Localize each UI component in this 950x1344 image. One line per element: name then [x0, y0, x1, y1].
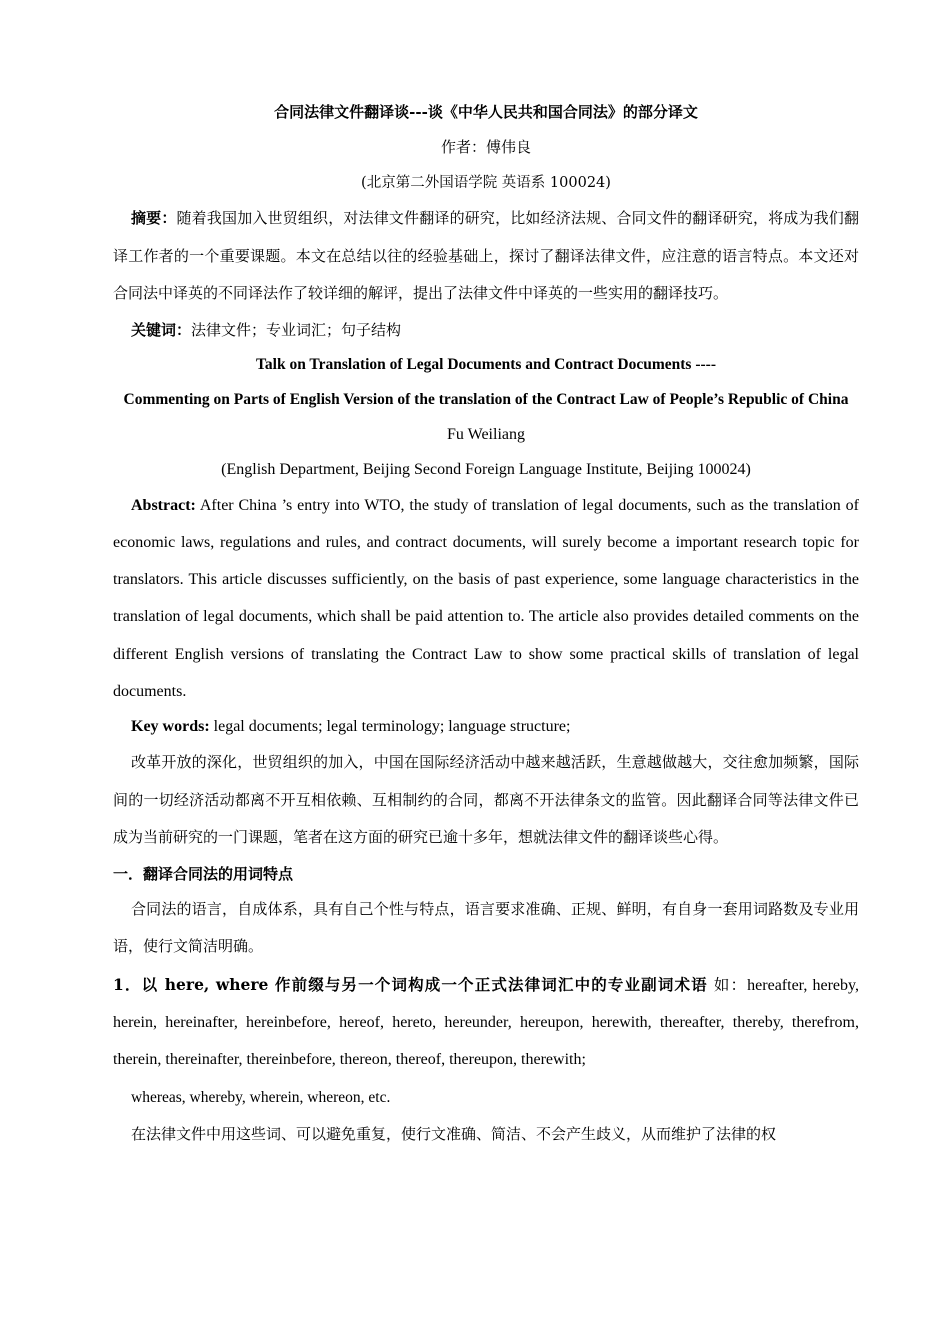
item-1-paragraph	[113, 966, 859, 1079]
item-1-heading: 1．以 here, where 作前缀与另一个词构成一个正式法律词汇中的专业副词术语	[113, 974, 708, 994]
abstract-en	[113, 487, 859, 711]
abstract-zh-text: 随着我国加入世贸组织，对法律文件翻译的研究，比如经济法规、合同文件的翻译研究，将成为我们翻译工作者的一个重要课题。本文在总结以往的经验基础上，探讨了翻译法律文件，应注意的语言特点。本文还对合同法中译英的不同译法作了较详细的解评，提出了法律文件中译英的一些实用的翻译技巧。	[113, 209, 859, 302]
author-en: Fu Weiliang	[447, 425, 525, 443]
intro-paragraph: 改革开放的深化，世贸组织的加入，中国在国际经济活动中越来越活跃，生意越做越大，交往愈加频繁，国际间的一切经济活动都离不开互相依赖、互相制约的合同，都离不开法律条文的监管。因此翻译合同等法律文件已成为当前研究的一门课题，笔者在这方面的研究已逾十多年，想就法律文件的翻译谈些心得。	[113, 753, 859, 847]
keywords-en-text: legal documents; legal terminology; language structure;	[209, 718, 571, 736]
section-1-paragraph: 合同法的语言，自成体系，具有自己个性与特点，语言要求准确、正规、鲜明，有自身一套用词路数及专业用语，使行文简洁明确。	[113, 899, 859, 956]
item-1-word-list: hereafter, hereby, herein, hereinafter, hereinbefore, hereof, hereto, hereunder, hereupon, herewith, thereafter, thereby, therefrom, therein, thereinafter, thereinbefore, thereon, thereof, thereupon, therewith;	[113, 976, 859, 1069]
item-1-more-words: whereas, whereby, wherein, whereon, etc.	[131, 1088, 391, 1106]
keywords-en-label: Key words:	[131, 718, 210, 736]
item-1-lead: 如：	[707, 975, 748, 994]
document-title-zh: 合同法律文件翻译谈---谈《中华人民共和国合同法》的部分译文	[274, 103, 698, 121]
abstract-zh	[113, 200, 859, 313]
document-title-en-line2: Commenting on Parts of English Version of the translation of the Contract Law of People’s Republic of China	[123, 390, 849, 408]
keywords-zh-text: 法律文件；专业词汇；句子结构	[191, 320, 402, 339]
keywords-en	[113, 710, 859, 744]
affiliation-zh: (北京第二外国语学院 英语系 100024)	[361, 175, 611, 191]
abstract-zh-label: 摘要：	[131, 209, 177, 227]
author-zh: 作者：傅伟良	[440, 138, 531, 156]
section-1-heading: 一．翻译合同法的用词特点	[113, 864, 294, 883]
affiliation-en: (English Department, Beijing Second Foreign Language Institute, Beijing 100024)	[221, 460, 751, 478]
abstract-en-text: After China ’s entry into WTO, the study of translation of legal documents, such as the translation of economic laws, regulations and rules, and contract documents, will surely become a important research topic for translators. This article discusses sufficiently, on the basis of past experience, some language characteristics in the translation of legal documents, which shall be paid attention to. The article also provides detailed comments on the different English versions of translating the Contract Law to show some practical skills of translation of legal documents.	[113, 496, 859, 700]
abstract-en-label: Abstract:	[131, 496, 196, 514]
document-title-en-line1: Talk on Translation of Legal Documents and Contract Documents ----	[256, 355, 716, 373]
keywords-zh-label: 关键词：	[131, 320, 192, 339]
document-page	[113, 96, 859, 1153]
closing-paragraph: 在法律文件中用这些词、可以避免重复，使行文准确、简洁、不会产生歧义，从而维护了法律的权	[131, 1124, 777, 1143]
keywords-zh	[113, 313, 859, 347]
